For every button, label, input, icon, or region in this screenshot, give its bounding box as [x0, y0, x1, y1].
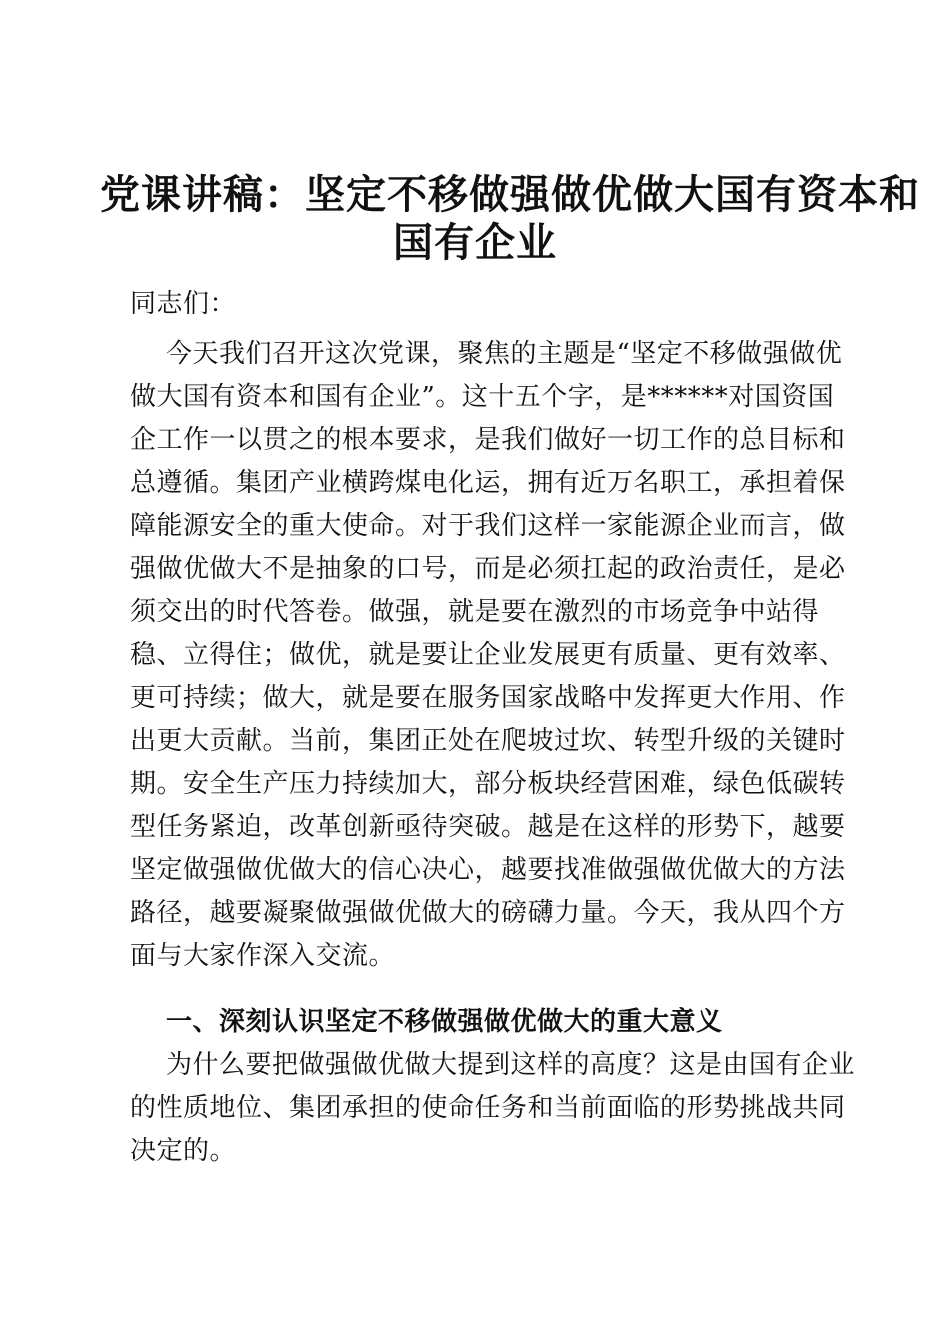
- paragraph-line: 路径，越要凝聚做强做优做大的磅礴力量。今天，我从四个方: [130, 898, 846, 928]
- paragraph-line: 型任务紧迫，改革创新亟待突破。越是在这样的形势下，越要: [130, 812, 846, 842]
- paragraph-line: 须交出的时代答卷。做强，就是要在激烈的市场竞争中站得: [130, 597, 820, 627]
- paragraph-line: 坚定做强做优做大的信心决心，越要找准做强做优做大的方法: [130, 855, 846, 885]
- section-heading: 一、深刻认识坚定不移做强做优做大的重大意义: [166, 1007, 723, 1037]
- paragraph-line: 决定的。: [130, 1136, 237, 1166]
- paragraph-line: 企工作一以贯之的根本要求，是我们做好一切工作的总目标和: [130, 425, 846, 455]
- document-title-line-2: 国有企业: [393, 219, 557, 266]
- salutation: 同志们：: [130, 289, 237, 319]
- paragraph-line: 更可持续；做大，就是要在服务国家战略中发挥更大作用、作: [130, 683, 846, 713]
- paragraph-line: 为什么要把做强做优做大提到这样的高度？这是由国有企业: [166, 1050, 856, 1080]
- document-title-line-1: 党课讲稿：坚定不移做强做优做大国有资本和: [100, 171, 920, 218]
- paragraph-line: 做大国有资本和国有企业”。这十五个字，是******对国资国: [130, 382, 835, 412]
- paragraph-line: 强做优做大不是抽象的口号，而是必须扛起的政治责任，是必: [130, 554, 846, 584]
- paragraph-line: 障能源安全的重大使命。对于我们这样一家能源企业而言，做: [130, 511, 846, 541]
- paragraph-line: 期。安全生产压力持续加大，部分板块经营困难，绿色低碳转: [130, 769, 846, 799]
- paragraph-line: 的性质地位、集团承担的使命任务和当前面临的形势挑战共同: [130, 1093, 846, 1123]
- paragraph-line: 今天我们召开这次党课，聚焦的主题是“坚定不移做强做优: [166, 339, 843, 369]
- paragraph-line: 稳、立得住；做优，就是要让企业发展更有质量、更有效率、: [130, 640, 846, 670]
- paragraph-line: 面与大家作深入交流。: [130, 941, 396, 971]
- paragraph-line: 总遵循。集团产业横跨煤电化运，拥有近万名职工，承担着保: [130, 468, 846, 498]
- paragraph-line: 出更大贡献。当前，集团正处在爬坡过坎、转型升级的关键时: [130, 726, 846, 756]
